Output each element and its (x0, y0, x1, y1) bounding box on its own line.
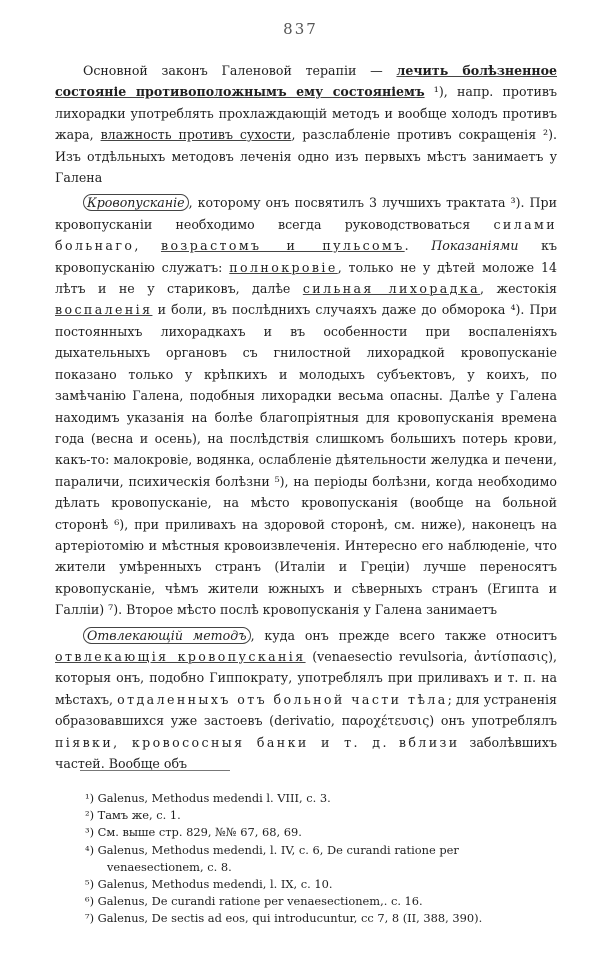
spaced-phrase: сильная лихорадка (302, 281, 481, 297)
footnote: ¹) Galenus, Methodus medendi l. VIII, c. 3. (85, 791, 331, 805)
text-run: Основной законъ Галеновой терапіи — (83, 63, 397, 78)
spaced-phrase: силами больнаго (55, 216, 557, 254)
spaced-phrase: отдаленныхъ отъ больной части тѣла (117, 691, 448, 707)
spaced-phrase: отвлекающія кровопусканія (55, 648, 306, 664)
footnote: ⁴) Galenus, Methodus medendi, l. IV, c. 6, De curandi ratione per venaesectionem, c. 8. (85, 842, 459, 874)
principle-phrase: лечить болѣзненное состояніе противоположнымъ ему состояніемъ (55, 63, 557, 100)
derivative-method-term: Отвлекающій методъ (83, 627, 251, 644)
footnote: ⁵) Galenus, Methodus medendi, l. IX, c. 10. (85, 877, 333, 892)
text-run: , куда онъ прежде всего также относитъ (250, 627, 557, 643)
page-number: 837 (283, 20, 318, 38)
spaced-phrase: вблизи (398, 734, 460, 750)
text-run: , жестокія (480, 281, 557, 297)
main-text (55, 60, 557, 774)
spaced-phrase: возрастомъ и пульсомъ (160, 238, 405, 254)
text-run: и боли, въ послѣднихъ случаяхъ даже до обморока ⁴). При постоянныхъ лихорадкахъ и въ особенности при воспаленіяхъ дыхательныхъ органовъ съ гнилостной лихорадкой кровопусканіе показано только у крѣпкихъ и молодыхъ субъектовъ, у коихъ, по замѣчанію Галена, подобныя лихорадки весьма опасны. Далѣе у Галена находимъ указанія на болѣе благопріятныя для кровопусканія времена года (весна и осень), на послѣдствія слишкомъ большихъ потерь крови, какъ-то: малокровіе, водянка, ослабленіе дѣятельности желудка и печени, параличи, психическія болѣзни ⁵), на періоды болѣзни, когда необходимо дѣлать кровопусканіе, на мѣсто кровопусканія (вообще на больной сторонѣ ⁶), при приливахъ на здоровой сторонѣ, см. ниже), наконецъ на артеріотомію и мѣстныя кровоизвлеченія. Интересно его наблюденіе, что жители умѣренныхъ странъ (Италіи и Греціи) лучше переносятъ кровопусканіе, чѣмъ жители южныхъ и сѣверныхъ странъ (Египта и Галліи) ⁷). Второе мѣсто послѣ кровопусканія у Галена занимаетъ (55, 302, 557, 618)
spaced-phrase: піявки, кровососныя банки и т. д. (55, 734, 389, 750)
text-run: , только не у дѣтей моложе 14 лѣтъ и не у стариковъ, далѣе (55, 259, 557, 297)
footnote-divider (80, 770, 230, 771)
footnote: ²) Тамъ же, с. 1. (85, 808, 181, 823)
paragraph-3 (55, 625, 557, 775)
footnote: ³) См. выше стр. 829, №№ 67, 68, 69. (85, 825, 302, 840)
text-run: , которому онъ посвятилъ 3 лучшихъ трактата ³). При кровопусканіи необходимо всегда руководствоваться (55, 195, 557, 232)
spaced-phrase: воспаленія (55, 302, 153, 318)
text-run: заболѣвшихъ частей. Вообще объ (55, 734, 557, 771)
text-run (389, 735, 399, 750)
text-run: ; для устраненія образовавшихся уже застоевъ (derivatio, παροχέτευσις) онъ употреблялъ (55, 691, 558, 729)
text-run: ¹), напр. противъ лихорадки употреблять прохлаждающій методъ и вообще холодъ противъ жара, (55, 84, 557, 143)
text-run: , разслабленіе противъ сокращенія ²). Изъ отдѣльныхъ методовъ леченія одно изъ первыхъ мѣстъ занимаетъ у Галена (55, 127, 558, 186)
text-run: къ кровопусканію служатъ: (55, 238, 557, 275)
text-run: , (134, 238, 161, 254)
text-run: (venaesectio revulsoria, ἀντίσπασις), которыя онъ, подобно Гиппократу, употреблялъ при приливахъ и т. п. на мѣстахъ, (55, 648, 557, 707)
footnotes (85, 790, 555, 928)
spaced-phrase: полнокровіе (229, 259, 338, 275)
bloodletting-term: Кровопусканіе (83, 194, 189, 211)
footnote: ⁶) Galenus, De curandi ratione per venaesectionem,. c. 16. (85, 894, 423, 909)
paragraph-2 (55, 192, 557, 620)
indications-term: Показаніями (431, 238, 519, 254)
paragraph-1 (55, 60, 557, 188)
footnote: ⁷) Galenus, De sectis ad eos, qui introducuntur, cc 7, 8 (II, 388, 390). (85, 911, 483, 926)
text-run: . (404, 238, 432, 254)
underlined-phrase: влажность противъ сухости (100, 127, 292, 143)
